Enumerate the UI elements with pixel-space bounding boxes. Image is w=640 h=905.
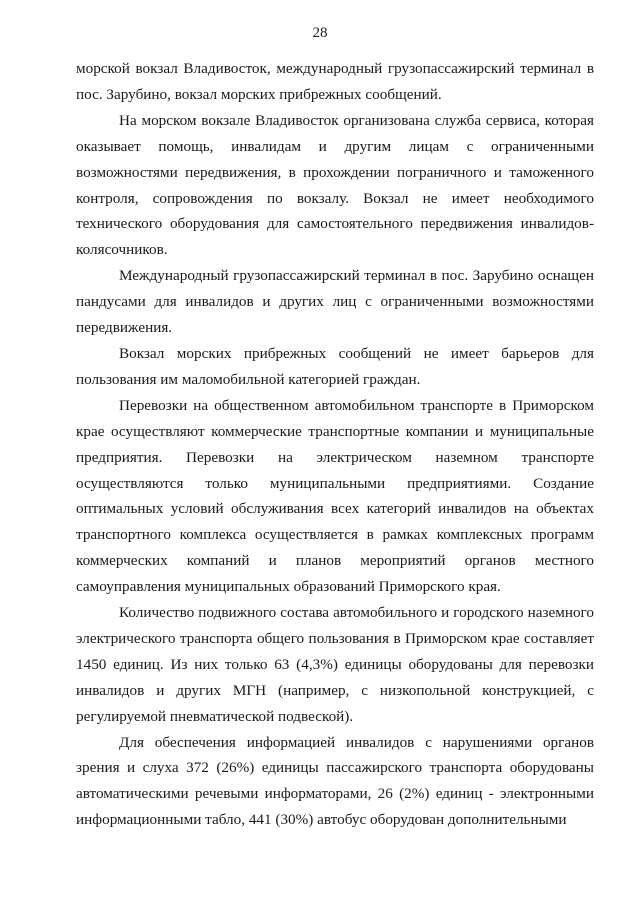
paragraph-public-transport: Перевозки на общественном автомобильном транспорте в Приморском крае осуществляют коммерческие транспортные компании и муниципальные предприятия. Перевозки на электрическом наземном транспорте осуществляются только муниципальными предприятиями. Создание оптимальных условий обслуживания всех категорий инвалидов на объектах транспортного комплекса осуществляется в рамках комплексных программ коммерческих компаний и планов мероприятий органов местного самоуправления муниципальных образований Приморского края. (76, 396, 594, 596)
paragraph-rolling-stock: Количество подвижного состава автомобильного и городского наземного электрического транспорта общего пользования в Приморском крае составляет 1450 единиц. Из них только 63 (4,3%) единицы оборудованы для перевозки инвалидов и других МГН (например, с низкопольной конструкцией, с регулируемой пневматической подвеской). (76, 604, 594, 725)
document-body (76, 56, 594, 833)
paragraph-coastal-station: Вокзал морских прибрежных сообщений не имеет барьеров для пользования им маломобильной категорией граждан. (76, 344, 594, 388)
paragraph-information-equipment: Для обеспечения информацией инвалидов с нарушениями органов зрения и слуха 372 (26%) единицы пассажирского транспорта оборудованы автоматическими речевыми информаторами, 26 (2%) единиц - электронными информационными табло, 441 (30%) автобус оборудован дополнительными (76, 733, 594, 829)
page-number: 28 (312, 25, 328, 41)
paragraph-zarubino-terminal: Международный грузопассажирский терминал в пос. Зарубино оснащен пандусами для инвалидов и других лиц с ограниченными возможностями передвижения. (76, 267, 594, 337)
paragraph-vladivostok-service: На морском вокзале Владивосток организована служба сервиса, которая оказывает помощь, инвалидам и другим лицам с ограниченными возможностями передвижения, в прохождении пограничного и таможенного контроля, сопровождения по вокзалу. Вокзал не имеет необходимого технического оборудования для самостоятельного передвижения инвалидов-колясочников. (76, 111, 594, 259)
paragraph-continuation: морской вокзал Владивосток, международный грузопассажирский терминал в пос. Зарубино, вокзал морских прибрежных сообщений. (76, 60, 594, 103)
